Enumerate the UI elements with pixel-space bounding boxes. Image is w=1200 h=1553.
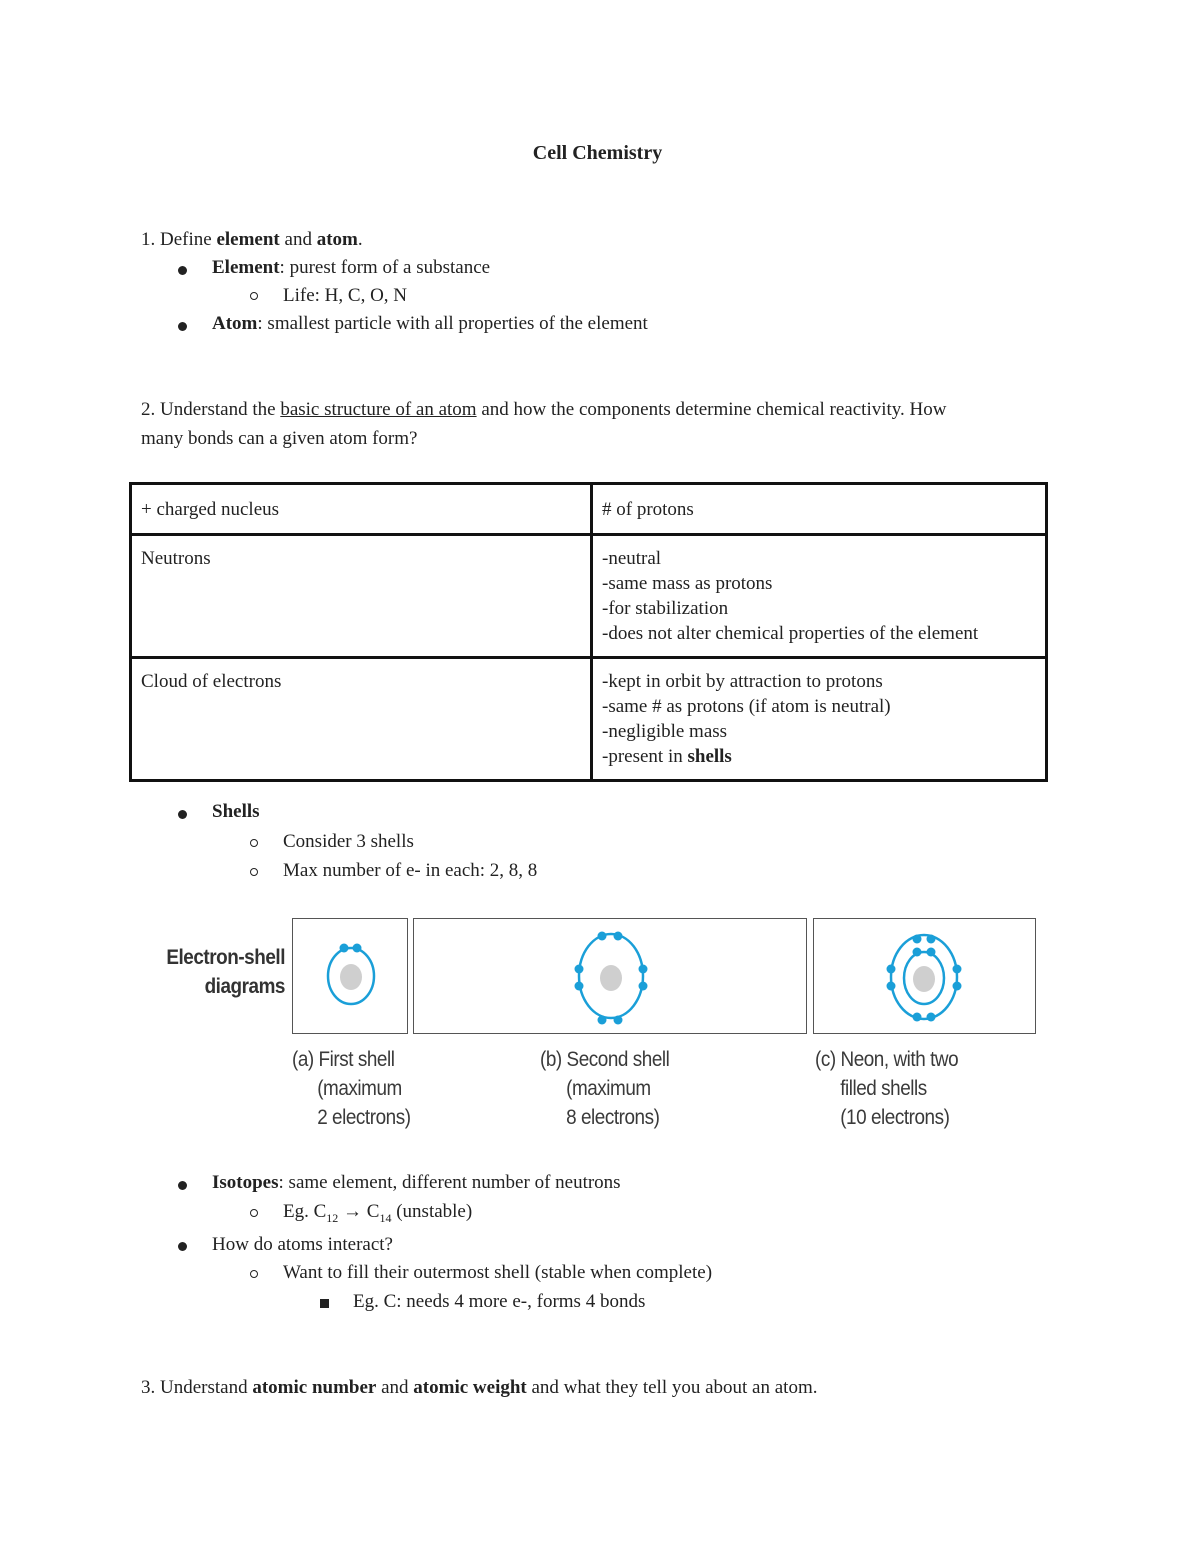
- figure-heading-line: Electron-shell: [166, 946, 285, 969]
- q3-mid: and: [376, 1377, 414, 1398]
- element-def: : purest form of a substance: [279, 257, 491, 278]
- caption-line: 2 electrons): [317, 1106, 411, 1129]
- shells-sub1: Consider 3 shells: [283, 831, 414, 852]
- caption-line: filled shells: [840, 1077, 927, 1100]
- table-cell: + charged nucleus: [131, 484, 592, 535]
- caption-line: (10 electrons): [840, 1106, 950, 1129]
- caption-line: (maximum: [566, 1077, 651, 1100]
- bullet-icon: [178, 1242, 187, 1251]
- first-shell-atom-icon: [293, 919, 407, 1033]
- q3-term-atomic-weight: atomic weight: [413, 1377, 527, 1398]
- atom-def: : smallest particle with all properties of the element: [257, 313, 648, 334]
- isotopes-label: Isotopes: [212, 1172, 279, 1193]
- q1-term-element: element: [216, 229, 280, 250]
- cell-line: -does not alter chemical properties of the element: [602, 623, 979, 644]
- table-cell: [592, 658, 1047, 781]
- question-2-line1: [141, 399, 947, 421]
- cell-line: -same mass as protons: [602, 573, 773, 594]
- q1-term-atom: atom: [316, 229, 358, 250]
- caption-line: (b) Second shell: [540, 1048, 670, 1071]
- table-row: [131, 658, 1047, 781]
- isotope-example: [283, 1201, 472, 1226]
- page-title: Cell Chemistry: [532, 142, 663, 164]
- figure-heading-line: diagrams: [204, 975, 285, 998]
- caption-neon: [815, 1045, 958, 1132]
- shells-bold: shells: [687, 746, 732, 767]
- isotopes-definition: [212, 1172, 621, 1194]
- cell-line: -for stabilization: [602, 598, 729, 619]
- second-shell-atom-icon: [414, 919, 806, 1033]
- table-cell: [592, 535, 1047, 658]
- cell-text: -present in: [602, 746, 688, 767]
- q1-suffix: .: [357, 229, 363, 250]
- atom-label: Atom: [212, 313, 258, 334]
- isotope-subscript: 12: [326, 1210, 339, 1225]
- hollow-bullet-icon: [250, 839, 258, 847]
- cell-line: [602, 744, 1036, 769]
- cell-line: -negligible mass: [602, 721, 728, 742]
- caption-second-shell: [540, 1045, 669, 1132]
- bullet-icon: [178, 266, 187, 275]
- bullet-icon: [178, 1181, 187, 1190]
- element-definition: [212, 257, 490, 279]
- q2-prefix: 2. Understand the: [141, 399, 281, 420]
- interact-example: Eg. C: needs 4 more e-, forms 4 bonds: [353, 1291, 646, 1312]
- life-elements: Life: H, C, O, N: [283, 285, 408, 306]
- question-2-line2: many bonds can a given atom form?: [141, 428, 418, 449]
- q1-mid: and: [279, 229, 317, 250]
- isotope-arrow: → C: [338, 1201, 380, 1222]
- q3-prefix: 3. Understand: [141, 1377, 253, 1398]
- interact-answer: Want to fill their outermost shell (stable when complete): [283, 1262, 713, 1283]
- caption-line: 8 electrons): [566, 1106, 660, 1129]
- bullet-icon: [178, 322, 187, 331]
- q2-rest: and how the components determine chemical reactivity. How: [476, 399, 947, 420]
- diagram-neon: [813, 918, 1036, 1034]
- question-1: [141, 229, 363, 251]
- q3-term-atomic-number: atomic number: [252, 1377, 377, 1398]
- q3-suffix: and what they tell you about an atom.: [526, 1377, 818, 1398]
- isotope-eg-suffix: (unstable): [391, 1201, 473, 1222]
- diagram-first-shell: [292, 918, 408, 1034]
- neon-atom-icon: [814, 919, 1035, 1033]
- q1-prefix: 1. Define: [141, 229, 217, 250]
- table-cell: # of protons: [592, 484, 1047, 535]
- bullet-icon: [178, 810, 187, 819]
- question-3: [141, 1377, 817, 1399]
- shells-sub2: Max number of e- in each: 2, 8, 8: [283, 860, 538, 881]
- figure-heading: [128, 943, 286, 1001]
- caption-line: (maximum: [317, 1077, 402, 1100]
- q2-underlined-phrase: basic structure of an atom: [280, 399, 477, 420]
- table-cell: Neutrons: [131, 535, 592, 658]
- cell-line: -same # as protons (if atom is neutral): [602, 696, 891, 717]
- isotope-subscript: 14: [379, 1210, 392, 1225]
- element-label: Element: [212, 257, 280, 278]
- hollow-bullet-icon: [250, 1209, 258, 1217]
- caption-line: (c) Neon, with two: [815, 1048, 959, 1071]
- atom-structure-table: [129, 482, 1048, 782]
- table-row: [131, 535, 1047, 658]
- hollow-bullet-icon: [250, 292, 258, 300]
- table-cell: Cloud of electrons: [131, 658, 592, 781]
- hollow-bullet-icon: [250, 868, 258, 876]
- caption-first-shell: [292, 1045, 411, 1132]
- hollow-bullet-icon: [250, 1270, 258, 1278]
- table-row: [131, 484, 1047, 535]
- shells-label: Shells: [212, 801, 260, 822]
- caption-line: (a) First shell: [292, 1048, 395, 1071]
- interact-question: How do atoms interact?: [212, 1234, 393, 1255]
- diagram-second-shell: [413, 918, 807, 1034]
- atom-definition: [212, 313, 648, 335]
- cell-line: -neutral: [602, 548, 662, 569]
- isotope-eg-prefix: Eg. C: [283, 1201, 327, 1222]
- isotopes-def: : same element, different number of neutrons: [278, 1172, 621, 1193]
- cell-line: -kept in orbit by attraction to protons: [602, 671, 883, 692]
- square-bullet-icon: [320, 1299, 329, 1308]
